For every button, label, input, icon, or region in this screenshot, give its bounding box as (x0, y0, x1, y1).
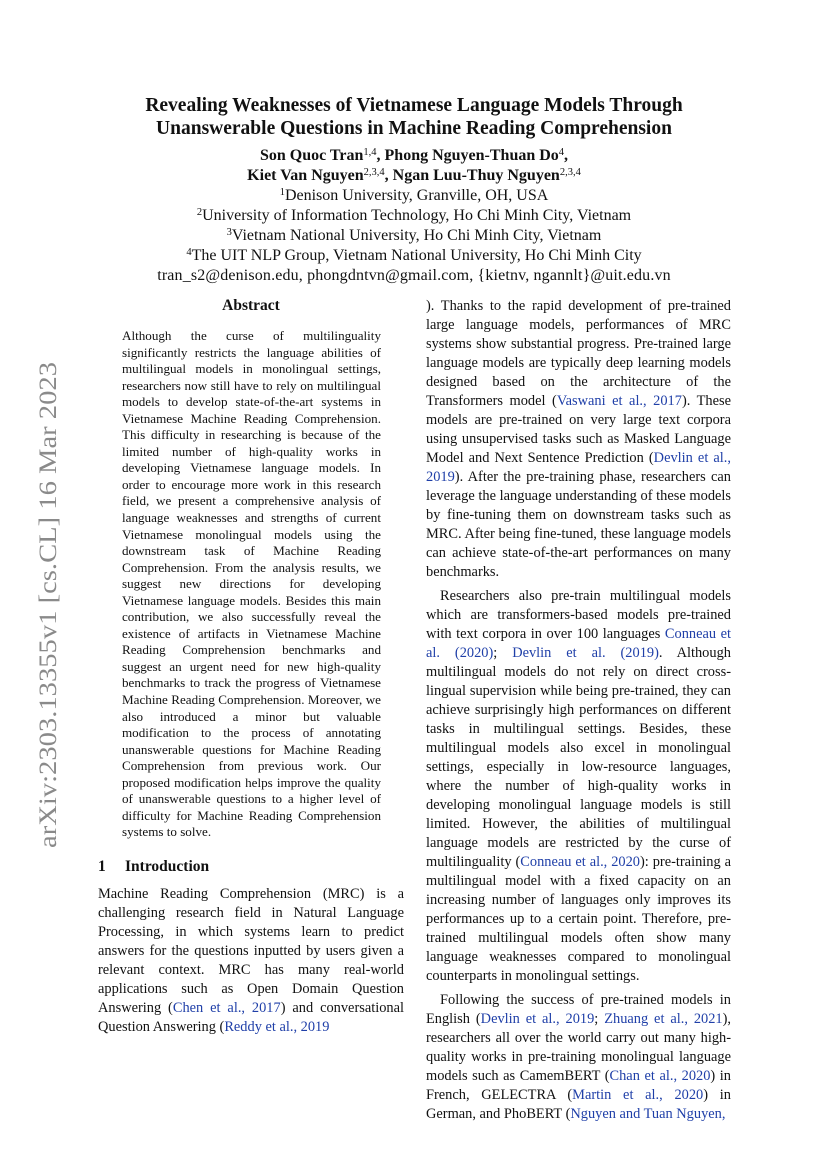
affiliation-line (100, 226, 728, 246)
affiliation-line (100, 246, 728, 266)
author-block (100, 146, 728, 286)
abstract-heading: Abstract (222, 297, 280, 314)
paper-title (100, 94, 728, 140)
paragraph-text: ). These models are pre-trained on very large text corpora using unsupervised tasks such as Masked Language Model and Next Sentence Prediction ( (426, 393, 731, 466)
paragraph-text: Researchers also pre-train multilingual models which are transformers-based models pre-trained with text corpora in over 100 languages (426, 588, 731, 642)
paragraph-text: ), researchers all over the world carry out many high-quality works in pre-training monolingual language models such as CamemBERT ( (426, 1011, 731, 1084)
citation-link[interactable]: Chan et al., 2020 (609, 1068, 711, 1084)
citation-link[interactable]: Conneau et al. (2020) (426, 626, 732, 661)
affiliation-marker: 3 (226, 227, 232, 238)
author-line (100, 166, 728, 186)
author-name: Kiet Van Nguyen (247, 167, 364, 184)
citation-link[interactable]: Zhuang et al., 2021 (604, 1011, 723, 1027)
paragraph-text: . Although multilingual models do not rely on direct cross-lingual supervision while being pre-trained, they can achieve surprisingly high performances on different tasks in multilingual settings. Besides, these multilingual models also excel in monolingual settings, especially in low-resource languages, where the number of high-quality works in developing monolingual language models is still limited. However, the abilities of multilingual language models are restricted by the curse of multilinguality ( (426, 645, 731, 870)
intro-paragraph-2 (426, 587, 731, 986)
author-affiliation-marker: 4 (558, 147, 565, 158)
author-name: Son Quoc Tran (259, 147, 364, 164)
paragraph-text: ) in French, GELECTRA ( (426, 1068, 731, 1103)
author-separator: , (376, 147, 385, 164)
paragraph-text: ): pre-training a multilingual model with a fixed capacity on an increasing number of languages only improves its performances up to a certain point. Therefore, pre-trained multilingual models often show many language weaknesses compared to monolingual counterparts in monolingual settings. (426, 854, 731, 984)
affiliation-text: Vietnam National University, Ho Chi Minh City, Vietnam (231, 227, 602, 244)
affiliation-list (100, 186, 728, 266)
author-affiliation-marker: 2,3,4 (363, 167, 385, 178)
section-number: 1 (98, 857, 106, 875)
citation-link[interactable]: Conneau et al., 2020 (520, 854, 640, 870)
author-name: Ngan Luu-Thuy Nguyen (392, 167, 560, 184)
affiliation-marker: 2 (196, 207, 203, 218)
title-line-1: Revealing Weaknesses of Vietnamese Language Models Through (145, 95, 683, 116)
intro-paragraph-1-part-b (426, 297, 731, 582)
affiliation-line (100, 206, 728, 226)
citation-link[interactable]: Devlin et al., 2019 (480, 1011, 595, 1027)
affiliation-text: The UIT NLP Group, Vietnam National University, Ho Chi Minh City (191, 247, 642, 264)
section-title: Introduction (125, 857, 210, 875)
affiliation-text: Denison University, Granville, OH, USA (284, 187, 549, 204)
arxiv-identifier-stamp (26, 360, 66, 850)
arxiv-id-text: arXiv:2303.13355v1 [cs.CL] 16 Mar 2023 (35, 423, 62, 848)
author-emails: tran_s2@denison.edu, phongdntvn@gmail.com, {kietnv, ngannlt}@uit.edu.vn (157, 267, 671, 284)
affiliation-marker: 1 (279, 187, 285, 198)
author-affiliation-marker: 1,4 (363, 147, 377, 158)
title-line-2: Unanswerable Questions in Machine Reading Comprehension (156, 118, 672, 139)
paragraph-text: ; (493, 645, 513, 661)
author-line (100, 146, 728, 166)
paragraph-text: Machine Reading Comprehension (MRC) is a challenging research field in Natural Language Processing, in which systems learn to predict answers for the questions inputted by users given a relevant context. MRC has many real-world applications such as Open Domain Question Answering ( (98, 885, 404, 1016)
intro-paragraph-3 (426, 991, 731, 1124)
citation-link[interactable]: Vaswani et al., 2017 (556, 393, 682, 409)
paragraph-text: ) in German, and PhoBERT ( (426, 1087, 731, 1122)
abstract-text: Although the curse of multilinguality significantly restricts the language abilities of multilingual models in monolingual settings, researchers now still have to rely on multilingual models to develop state-of-the-art systems in Vietnamese Machine Reading Comprehension. This difficulty in researching is because of the limited number of high-quality works in developing Vietnamese language models. In order to encourage more work in this research field, we present a comprehensive analysis of language weaknesses and strengths of current Vietnamese monolingual models using the downstream task of Machine Reading Comprehension. From the analysis results, we suggest new directions for developing Vietnamese language models. Besides this main contribution, we also successfully reveal the existence of artifacts in Vietnamese Machine Reading Comprehension benchmarks and suggest an urgent need for new high-quality benchmarks to track the progress of Vietnamese Machine Reading Comprehension. Moreover, we also introduced a minor but valuable modification to the process of annotating unanswerable questions for Machine Reading Comprehension from previous work. Our proposed modification helps improve the quality of unanswerable questions to a higher level of difficulty for Machine Reading Comprehension systems to solve. (122, 328, 381, 840)
citation-link[interactable]: Nguyen and Tuan Nguyen, (570, 1106, 726, 1122)
paragraph-text: Following the success of pre-trained models in English ( (426, 992, 731, 1027)
paragraph-text: ) and conversational Question Answering ( (98, 999, 404, 1035)
arxiv-stamp-graphic (26, 360, 66, 850)
paragraph-text: ). Thanks to the rapid development of pre-trained large language models, performances of MRC systems show substantial progress. Pre-trained large language models are typically deep learning models designed based on the architecture of the Transformers model ( (426, 298, 731, 409)
affiliation-line (100, 186, 728, 206)
section-heading-introduction (98, 857, 404, 877)
affiliation-marker: 4 (186, 247, 192, 258)
author-separator: , (564, 147, 569, 164)
author-affiliation-marker: 2,3,4 (559, 167, 581, 178)
citation-link[interactable]: Martin et al., 2020 (572, 1087, 704, 1103)
right-column (426, 297, 731, 1124)
intro-paragraph-1-part-a (98, 885, 404, 1037)
paragraph-text: ). After the pre-training phase, researchers can leverage the language understanding of these models by fine-tuning them on downstream tasks such as MRC. After being fine-tuned, these language models can achieve state-of-the-art performances on many benchmarks. (426, 469, 731, 580)
citation-link[interactable]: Devlin et al. (2019) (512, 645, 659, 661)
citation-link[interactable]: Chen et al., 2017 (172, 999, 281, 1016)
affiliation-text: University of Information Technology, Ho Chi Minh City, Vietnam (202, 207, 632, 224)
paragraph-text: ; (594, 1011, 605, 1027)
author-names (100, 146, 728, 186)
citation-link[interactable]: Reddy et al., 2019 (224, 1018, 330, 1035)
author-separator: , (384, 167, 393, 184)
citation-link[interactable]: Devlin et al., 2019 (426, 450, 731, 485)
author-name: Phong Nguyen-Thuan Do (384, 147, 559, 164)
left-column (98, 296, 404, 1037)
